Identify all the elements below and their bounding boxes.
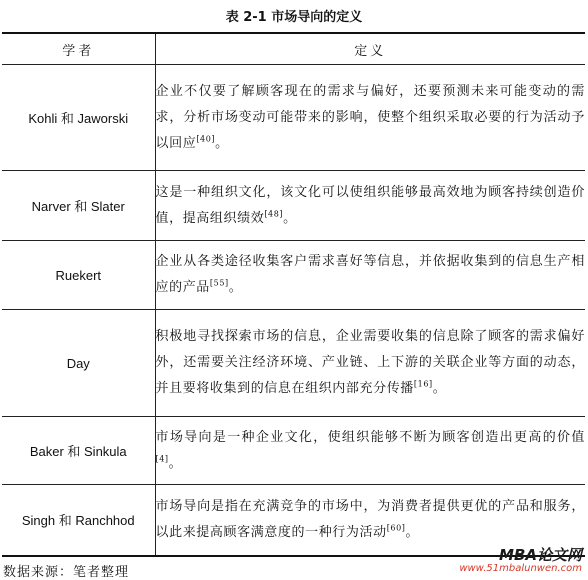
table-row xyxy=(2,65,585,171)
definition-end: 。 xyxy=(432,381,447,396)
table-row xyxy=(2,485,585,556)
definition-end: 。 xyxy=(283,210,297,226)
citation-ref: [48] xyxy=(264,209,284,219)
scholar-cell: Kohli 和 Jaworski xyxy=(2,65,155,171)
definition-text: 市场导向是一种企业文化，使组织能够不断为顾客创造出更高的价值 xyxy=(155,429,585,445)
definition-cell xyxy=(155,171,585,241)
definition-cell xyxy=(155,485,585,556)
site-watermark xyxy=(459,547,582,575)
definition-end: 。 xyxy=(168,455,183,471)
citation-ref: [4] xyxy=(155,454,169,464)
citation-ref: [60] xyxy=(386,523,406,533)
citation-ref: [40] xyxy=(196,134,216,144)
table-row xyxy=(2,241,585,310)
header-definition: 定义 xyxy=(155,33,585,65)
scholar-cell: Narver 和 Slater xyxy=(2,171,155,241)
scholar-cell: Baker 和 Sinkula xyxy=(2,417,155,485)
watermark-brand: MBA论文网 xyxy=(499,546,582,564)
definition-text: 这是一种组织文化，该文化可以使组织能够最高效地为顾客持续创造价值，提高组织绩效 xyxy=(155,184,585,226)
scholar-cell: Day xyxy=(2,310,155,417)
definition-text: 企业不仅要了解顾客现在的需求与偏好，还要预测未来可能变动的需求，分析市场变动可能带来的影响，使整个组织采取必要的行为活动予以回应 xyxy=(155,83,585,151)
definition-end: 。 xyxy=(215,135,229,151)
definition-table xyxy=(2,32,585,557)
scholar-cell: Singh 和 Ranchhod xyxy=(2,485,155,556)
citation-ref: [16] xyxy=(413,379,433,389)
table-row xyxy=(2,171,585,241)
watermark-url: www.51mbalunwen.com xyxy=(459,563,582,574)
citation-ref: [55] xyxy=(209,278,229,288)
definition-cell xyxy=(155,310,585,417)
definition-text: 企业从各类途径收集客户需求喜好等信息，并依据收集到的信息生产相应的产品 xyxy=(155,254,585,295)
definition-text: 市场导向是指在充满竞争的市场中，为消费者提供更优的产品和服务，以此来提高顾客满意度的一种行为活动 xyxy=(155,498,585,540)
table-header-row xyxy=(2,33,585,65)
table-row xyxy=(2,417,585,485)
header-scholar: 学者 xyxy=(2,33,155,65)
table-row xyxy=(2,310,585,417)
definition-cell xyxy=(155,241,585,310)
definition-text: 积极地寻找探索市场的信息，企业需要收集的信息除了顾客的需求偏好外，还需要关注经济环境、产业链、上下游的关联企业等方面的动态，并且要将收集到的信息在组织内部充分传播 xyxy=(155,329,585,396)
definition-end: 。 xyxy=(405,524,420,540)
scholar-cell: Ruekert xyxy=(2,241,155,310)
definition-end: 。 xyxy=(228,280,243,295)
definition-cell xyxy=(155,65,585,171)
data-source-note: 数据来源：笔者整理 xyxy=(3,565,130,580)
definition-cell xyxy=(155,417,585,485)
table-caption: 表 2-1 市场导向的定义 xyxy=(225,10,363,25)
